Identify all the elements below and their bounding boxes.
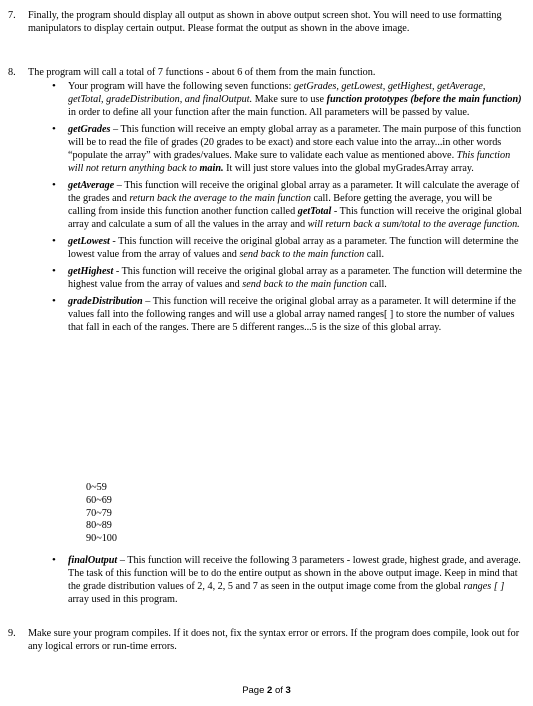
list-item [52, 235, 522, 261]
body-text: – This function will receive the original global array as a parameter. It will calculate the average of the grades and [68, 180, 520, 204]
function-names: getGrades, getLowest, getHighest, getAverage, getTotal, gradeDistribution, and finalOutput. [68, 81, 486, 105]
emphasis-text: send back to the main function [239, 249, 365, 260]
range-list [86, 482, 117, 546]
item-8-intro: The program will call a total of 7 functions - about 6 of them from the main function. [28, 67, 376, 78]
function-name: getAverage [68, 180, 115, 191]
bullet-icon: • [52, 80, 56, 92]
body-text: – This function will receive the following 3 parameters - lowest grade, highest grade, and average. The task of this function will be to do the entire output as shown in the above output image. Keep in mind that the grade distribution values of 2, 4, 2, 5 and 7 as seen in the output image come from the global [68, 555, 521, 592]
body-text: - This function will receive the original global array as a parameter. The function will determine the lowest value from the array of values and [68, 236, 519, 260]
bullet-icon: • [52, 179, 56, 191]
footer-label: Page [242, 685, 268, 696]
body-text: – This function will receive an empty global array as a parameter. The main purpose of this function will be to read the file of grades (20 grades to be exact) and store each value into the array...in other words “populate the array” with grades/values. Make sure to validate each value as mentioned above. [68, 124, 522, 161]
body-text: - This function will receive the original global array as a parameter. The function will determine the highest value from the array of values and [68, 266, 522, 290]
body-text: array used in this program. [68, 594, 178, 605]
function-list [52, 80, 522, 334]
function-list-continued [52, 554, 522, 606]
body-text: It will just store values into the global myGradesArray array. [223, 163, 474, 174]
page-footer [0, 684, 533, 697]
emphasis-text: will return back a sum/total to the average function. [307, 219, 520, 230]
list-item [52, 295, 522, 334]
list-item [52, 80, 522, 119]
emphasis-text: send back to the main function [242, 279, 368, 290]
current-page-number: 2 [267, 685, 273, 696]
bullet-icon: • [52, 265, 56, 277]
bullet-icon: • [52, 235, 56, 247]
range-item: 0~59 [86, 482, 107, 493]
range-item: 70~79 [86, 507, 112, 519]
list-item [52, 554, 522, 606]
list-item [52, 265, 522, 291]
emphasis-text: This function will not return anything back to [68, 150, 511, 174]
body-text: Your program will have the following seven functions: [68, 81, 294, 92]
emphasis-text: main. [199, 163, 224, 174]
body-text: Make sure to use [252, 94, 327, 105]
emphasis-text: function prototypes (before the main function) [326, 94, 522, 105]
list-item [52, 179, 522, 231]
emphasis-text: return back the average to the main function [129, 193, 311, 204]
function-name: getGrades [68, 124, 111, 135]
item-number: 7. [8, 10, 16, 21]
body-text: - This function will receive the original global array and calculate a sum of all the values in the array and [68, 206, 522, 230]
range-item: 90~100 [86, 533, 117, 545]
body-text: call. [367, 279, 387, 290]
body-text: call. Before getting the average, you will be calling from inside this function another function called [68, 193, 492, 217]
body-text: – This function will receive the original global array as a parameter. It will determine if the values fall into the following ranges and will use a global array named ranges[ ] to store the number of values that fall in each of the ranges. There are 5 different ranges...5 is the size of this global array. [68, 296, 516, 333]
bullet-icon: • [52, 295, 56, 307]
total-page-number: 3 [285, 685, 291, 696]
function-name: getHighest [68, 266, 114, 277]
range-item: 80~89 [86, 520, 112, 532]
bullet-icon: • [52, 123, 56, 135]
item-7-text: Finally, the program should display all output as shown in above output screen shot. You will need to use formatting manipulators to display certain output. Please format the output as shown in the above image. [28, 10, 502, 34]
body-text: call. [364, 249, 385, 260]
range-item: 60~69 [86, 494, 112, 506]
item-number: 8. [8, 67, 16, 78]
emphasis-text: ranges [ ] [463, 581, 505, 592]
body-text: in order to define all your function after the main function. All parameters will be passed by value. [68, 107, 470, 118]
list-item-8 [8, 66, 523, 79]
list-item [52, 123, 522, 175]
footer-label: of [272, 685, 286, 696]
list-item-7 [8, 9, 523, 35]
bullet-icon: • [52, 554, 56, 566]
item-number: 9. [8, 628, 16, 639]
function-name: gradeDistribution [68, 296, 143, 307]
item-9-text: Make sure your program compiles. If it does not, fix the syntax error or errors. If the program does compile, look out for any logical errors or run-time errors. [28, 628, 520, 652]
function-name: getLowest [68, 236, 110, 247]
list-item-9 [8, 627, 523, 653]
function-name: getTotal [297, 206, 332, 217]
function-name: finalOutput [68, 555, 118, 566]
